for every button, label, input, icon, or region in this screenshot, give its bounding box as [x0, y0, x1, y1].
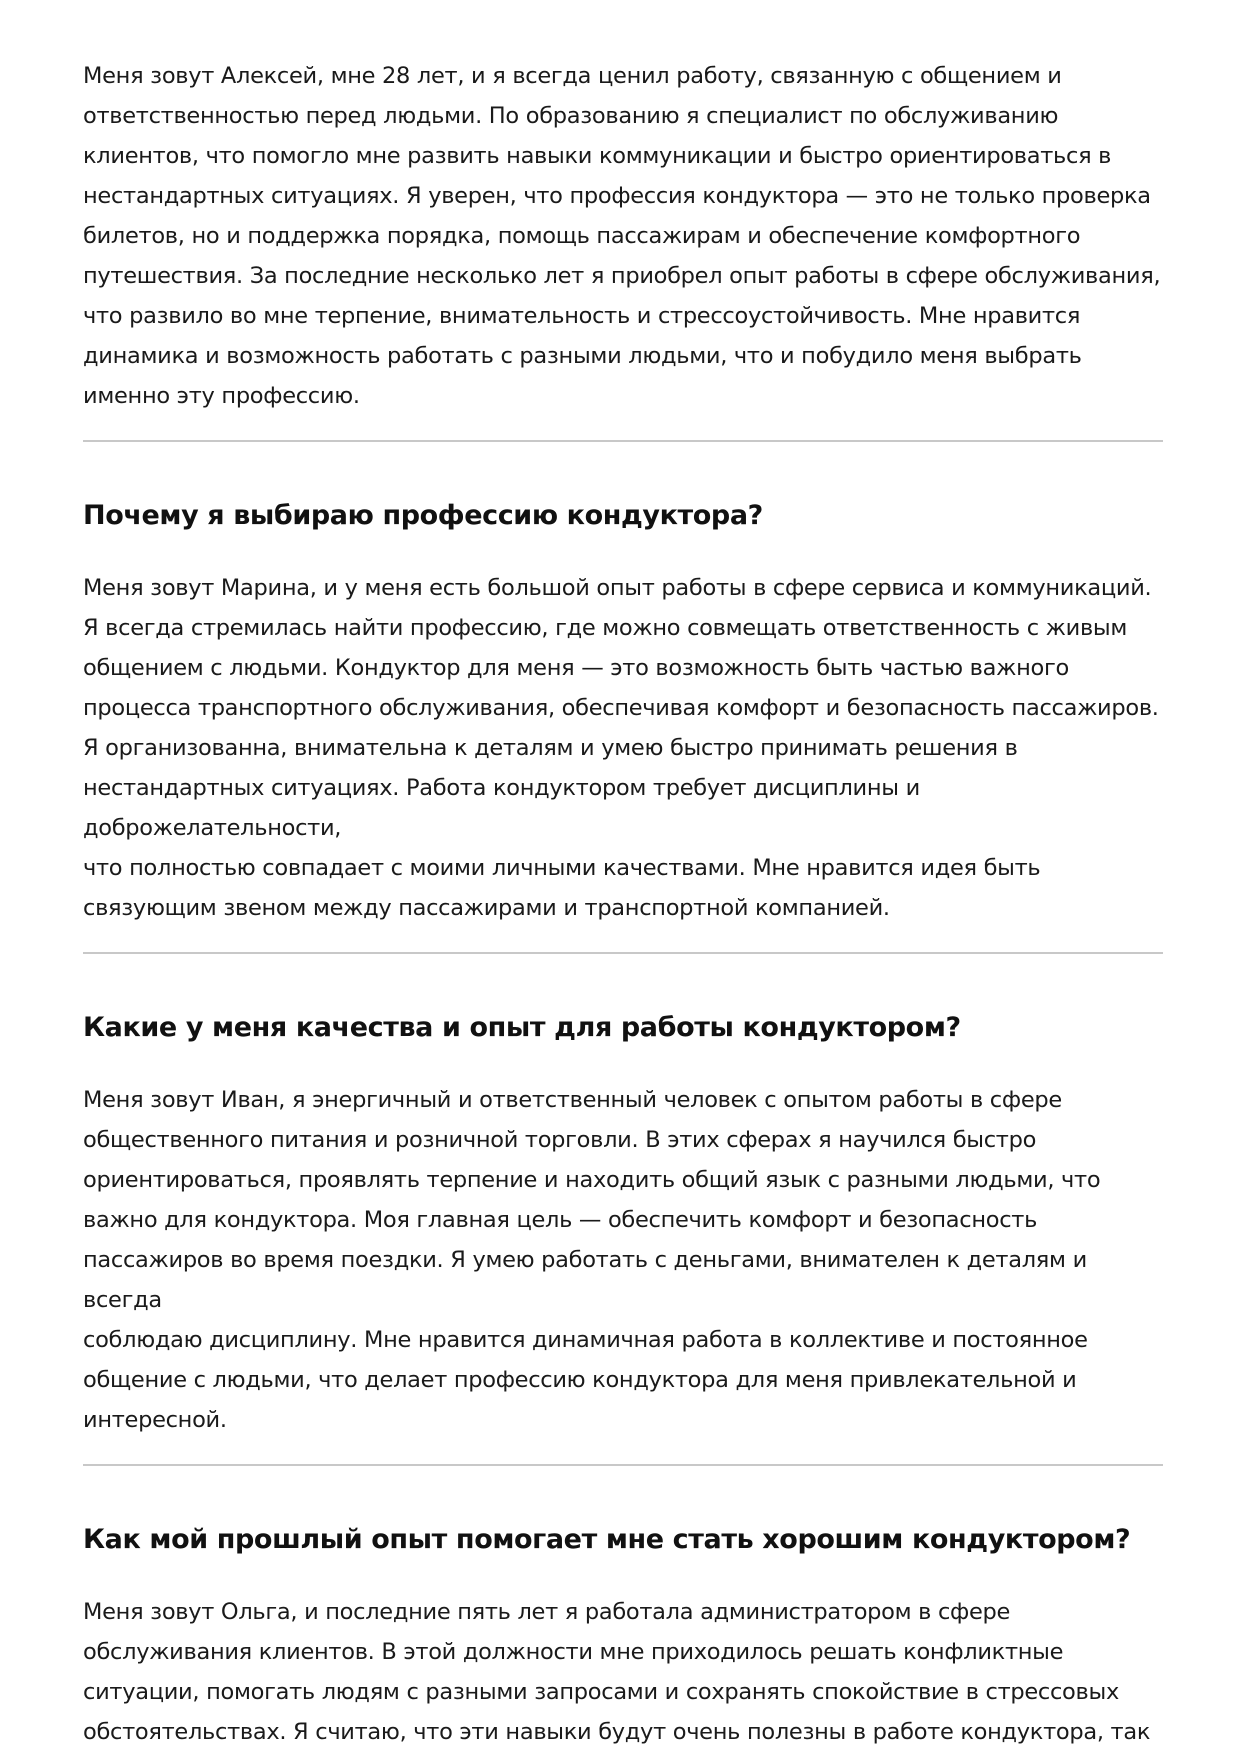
section-4-paragraph: Меня зовут Ольга, и последние пять лет я работала администратором в сфере обслуживания клиентов. В этой должности мне приходилось решать конфликтные ситуации, помогать людям с разными запросами и сохранять спокойствие в стрессовых обстоятельствах. Я считаю, что эти навыки будут очень полезны в работе кондуктора, так [83, 1599, 1151, 1745]
section-3-paragraph: Меня зовут Иван, я энергичный и ответственный человек с опытом работы в сфере общественного питания и розничной торговли. В этих сферах я научился быстро ориентироваться, проявлять терпение и находить общий язык с разными людьми, что важно для кондуктора. Моя главная цель — обеспечить комфорт и безопасность пассажиров во время поездки. Я умею работать с деньгами, внимателен к деталям и всегда соблюдаю дисциплину. Мне нравится динамичная работа в коллективе и постоянное общение с людьми, что делает профессию кондуктора для меня привлекательной и интересной. [83, 1087, 1101, 1433]
document-page [83, 56, 1163, 1752]
section-1-paragraph: Меня зовут Алексей, мне 28 лет, и я всегда ценил работу, связанную с общением и ответственностью перед людьми. По образованию я специалист по обслуживанию клиентов, что помогло мне развить навыки коммуникации и быстро ориентироваться в нестандартных ситуациях. Я уверен, что профессия кондуктора — это не только проверка билетов, но и поддержка порядка, помощь пассажирам и обеспечение комфортного путешествия. За последние несколько лет я приобрел опыт работы в сфере обслуживания, что развило во мне терпение, внимательность и стрессоустойчивость. Мне нравится динамика и возможность работать с разными людьми, что и побудило меня выбрать именно эту профессию. [83, 63, 1161, 409]
section-2-heading: Почему я выбираю профессию кондуктора? [83, 500, 763, 531]
section-3-heading: Какие у меня качества и опыт для работы кондуктором? [83, 1012, 961, 1043]
section-4-heading: Как мой прошлый опыт помогает мне стать хорошим кондуктором? [83, 1524, 1131, 1555]
section-2-paragraph: Меня зовут Марина, и у меня есть большой опыт работы в сфере сервиса и коммуникаций. Я всегда стремилась найти профессию, где можно совмещать ответственность с живым общением с людьми. Кондуктор для меня — это возможность быть частью важного процесса транспортного обслуживания, обеспечивая комфорт и безопасность пассажиров. Я организованна, внимательна к деталям и умею быстро принимать решения в нестандартных ситуациях. Работа кондуктором требует дисциплины и доброжелательности, что полностью совпадает с моими личными качествами. Мне нравится идея быть связующим звеном между пассажирами и транспортной компанией. [83, 575, 1159, 921]
